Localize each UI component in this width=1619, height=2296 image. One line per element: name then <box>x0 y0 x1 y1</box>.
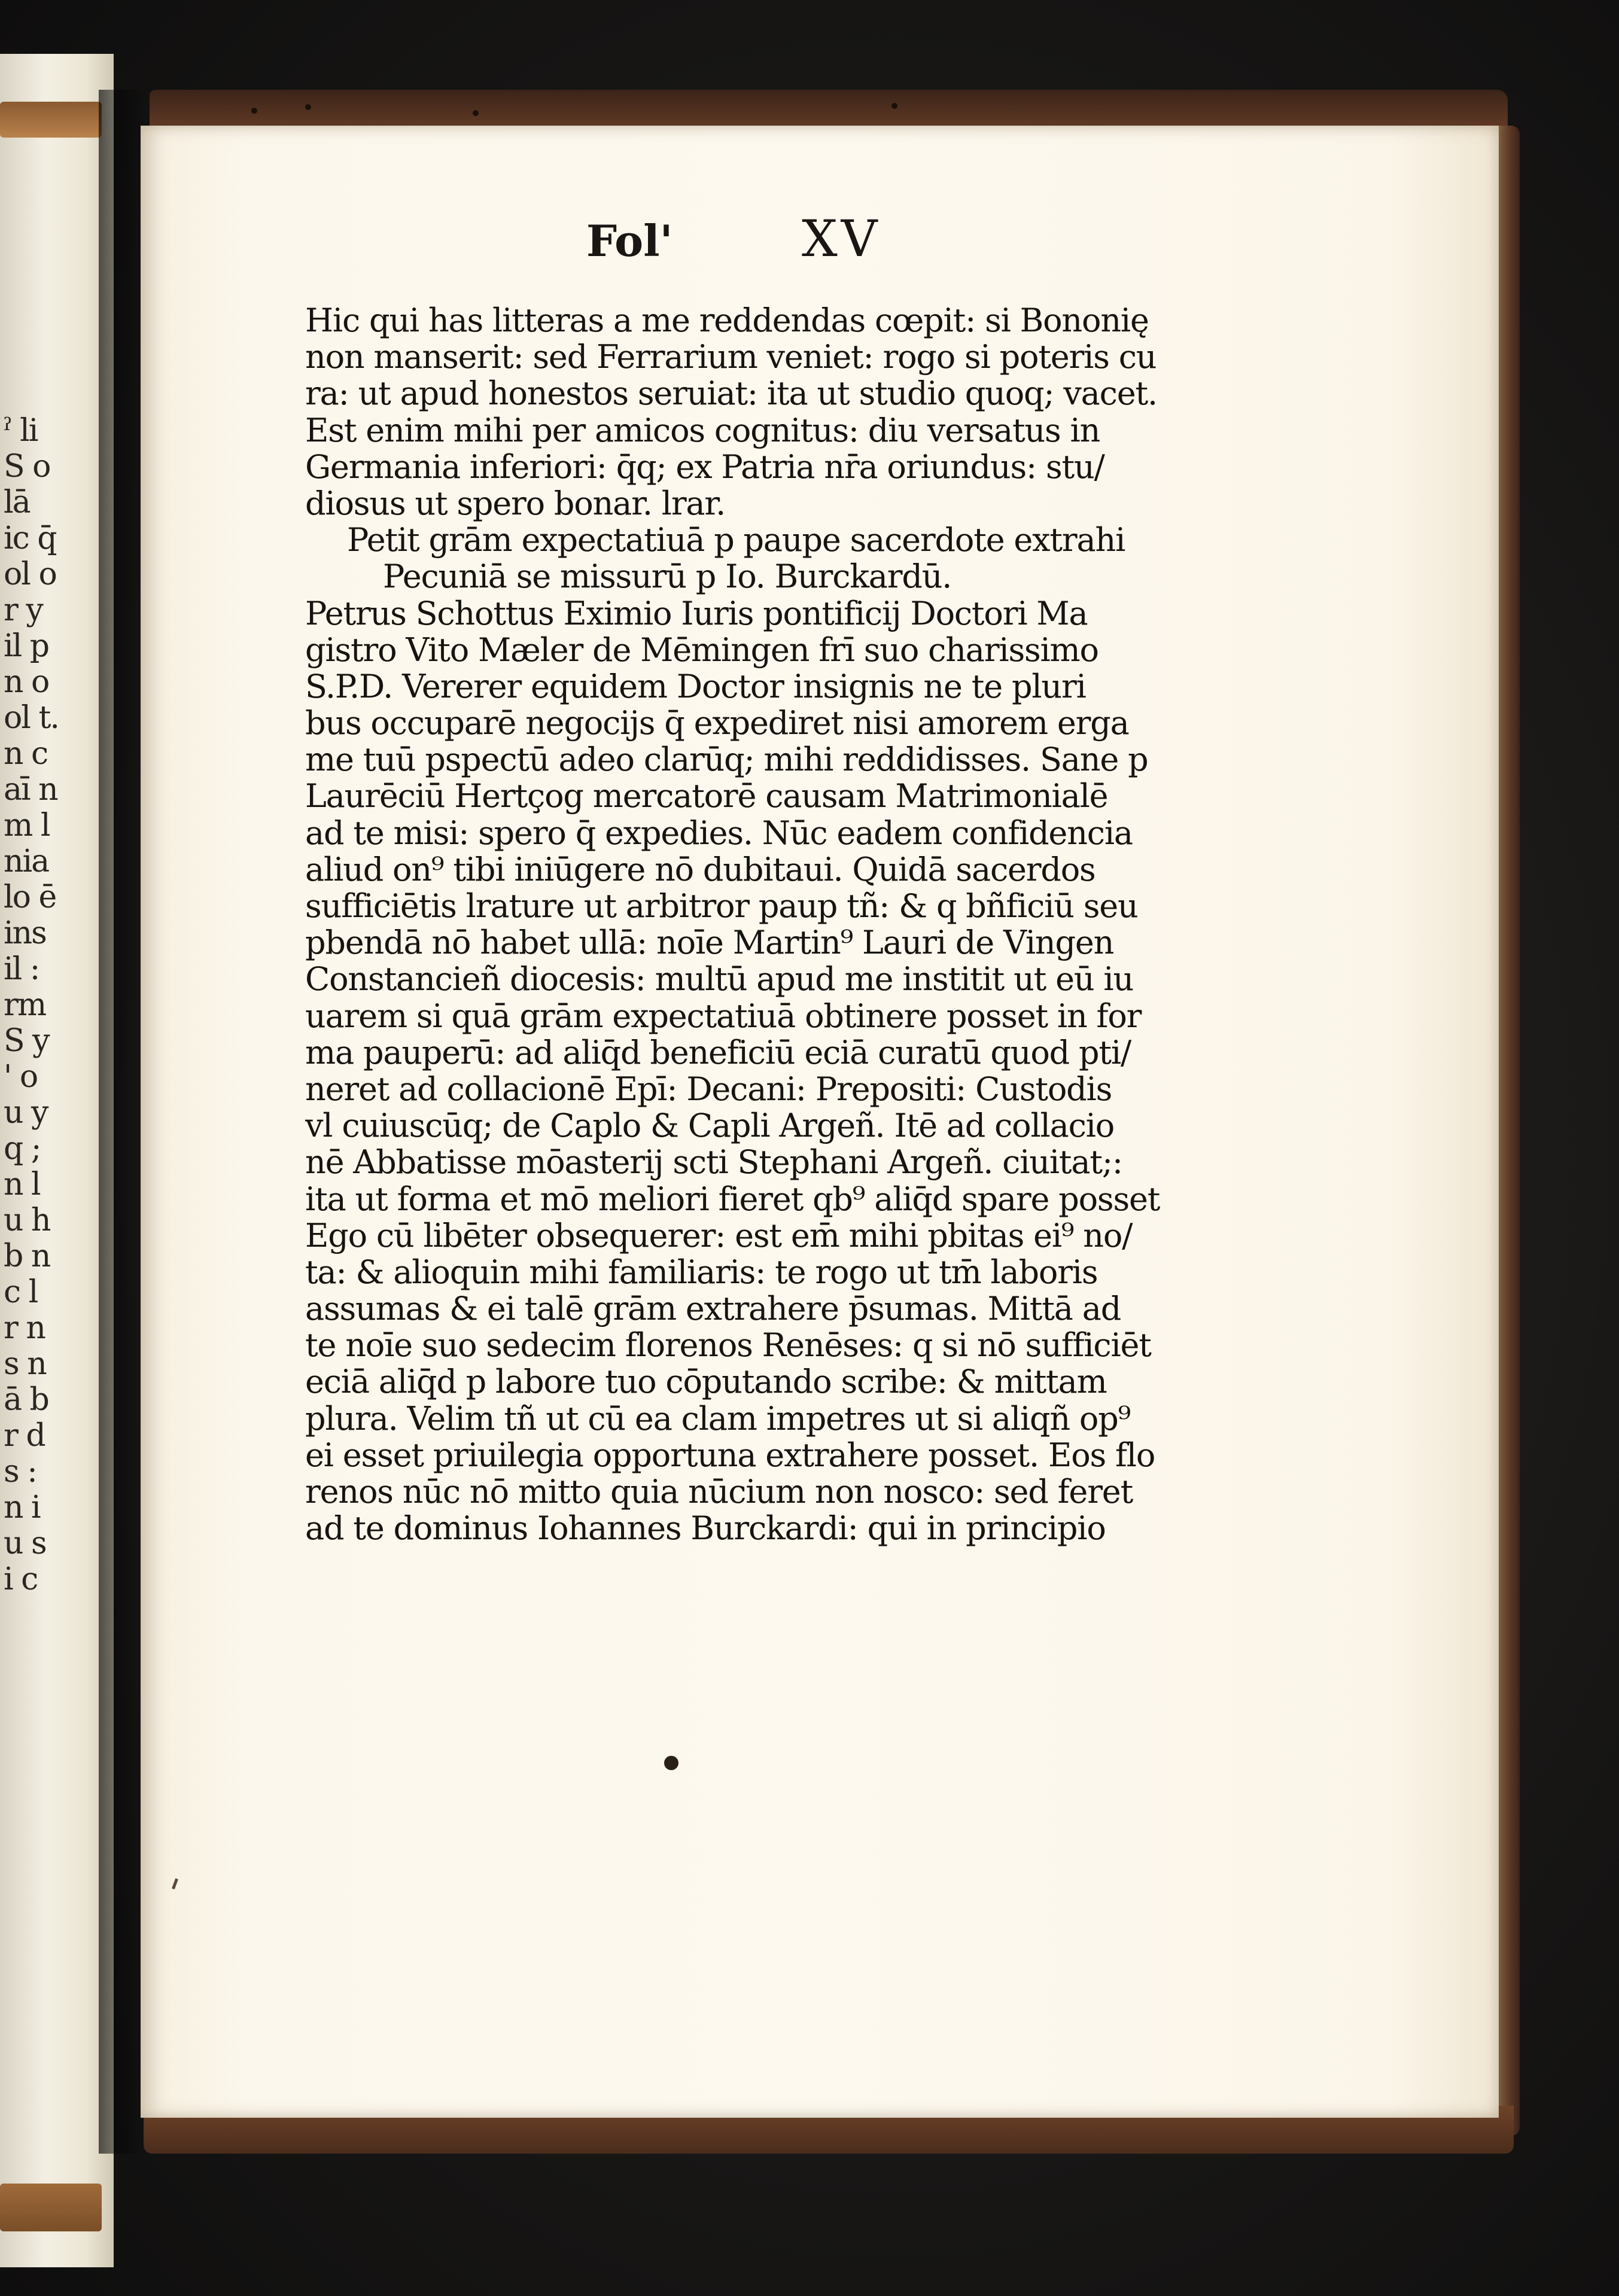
facing-page-fragment: S o <box>4 449 50 485</box>
text-line: Petrus Schottus Eximio Iuris pontificij Doctori Ma <box>305 595 1088 632</box>
facing-page-fragment: S y <box>4 1023 49 1059</box>
facing-page-fragment: n o <box>4 664 49 700</box>
text-line: S.P.D. Vererer equidem Doctor insignis ne te pluri <box>305 668 1086 705</box>
facing-page-fragment: r n <box>4 1310 45 1346</box>
facing-page-fragment: n l <box>4 1167 40 1202</box>
facing-page-fragment: il p <box>4 628 49 664</box>
facing-page-fragment: aī n <box>4 772 57 808</box>
gutter-shadow <box>99 90 147 2154</box>
facing-page-fragment: ˀ li <box>4 413 38 449</box>
text-line: te noīe suo sedecim florenos Renēses: q si nō sufficiēt <box>305 1327 1151 1364</box>
folio-number: XV <box>802 209 881 268</box>
text-line: ta: & alioquin mihi familiaris: te rogo ut tm̄ laboris <box>305 1253 1098 1291</box>
facing-page-fragment: q ; <box>4 1131 41 1167</box>
text-line: aliud on⁹ tibi iniūgere nō dubitaui. Quidā sacerdos <box>305 851 1095 888</box>
text-line: sufficiētis lrature ut arbitror paup tñ: & q bñficiū seu <box>305 888 1138 925</box>
text-line: ei esset priuilegia opportuna extrahere posset. Eos flo <box>305 1436 1155 1473</box>
facing-page-fragment: s : <box>4 1454 36 1490</box>
facing-page-fragment: il : <box>4 951 39 987</box>
text-line: Petit grām expectatiuā p paupe sacerdote extrahi <box>347 522 1125 559</box>
text-line: pbendā nō habet ullā: noīe Martin⁹ Lauri de Vingen <box>305 924 1114 961</box>
facing-page-fragment: ins <box>4 915 46 951</box>
text-line: Hic qui has litteras a me reddendas cœpit: si Bononię <box>305 302 1149 339</box>
text-line: Germania inferiori: q̄q; ex Patria nr̄a oriundus: stu/ <box>305 448 1104 485</box>
facing-page-fragment: ' o <box>4 1059 38 1095</box>
text-line: ad te dominus Iohannes Burckardi: qui in principio <box>305 1510 1106 1547</box>
facing-page-fragment: rm <box>4 987 46 1023</box>
text-line: neret ad collacionē Epī: Decani: Prepositi: Custodis <box>305 1070 1112 1108</box>
text-line: ita ut forma et mō meliori fieret qb⁹ aliq̄d spare posset <box>305 1180 1160 1217</box>
text-line: ra: ut apud honestos seruiat: ita ut studio quoq; vacet. <box>305 375 1157 412</box>
running-head <box>586 203 897 269</box>
facing-page-fragment: n i <box>4 1490 40 1525</box>
text-line: nē Abbatisse mōasterij scti Stephani Argeñ. ciuitat;: <box>305 1144 1122 1181</box>
facing-page-text-fragments <box>4 413 93 1597</box>
text-line: uarem si quā grām expectatiuā obtinere posset in for <box>305 997 1142 1034</box>
ink-dot <box>664 1756 678 1770</box>
facing-page-fragment: ol t. <box>4 700 59 736</box>
facing-page-fragment: u h <box>4 1202 50 1238</box>
letter-text-block <box>305 302 1173 1546</box>
folio-label: Fol' <box>586 215 673 266</box>
text-line: diosus ut spero bonar. lrar. <box>305 485 726 522</box>
facing-page-fragment: ic q̄ <box>4 520 56 556</box>
facing-page-fragment: s n <box>4 1346 46 1382</box>
text-line: Laurēciū Hertçog mercatorē causam Matrimonialē <box>305 778 1108 815</box>
text-line: Constancieñ diocesis: multū apud me institit ut eū iu <box>305 961 1134 998</box>
binding-tab-top <box>0 102 102 138</box>
text-line: plura. Velim tñ ut cū ea clam impetres ut si aliqñ op⁹ <box>305 1400 1131 1437</box>
facing-page-fragment: ol o <box>4 556 56 592</box>
facing-page-fragment: b n <box>4 1238 50 1274</box>
facing-page-fragment: m l <box>4 808 50 844</box>
facing-page-fragment: n c <box>4 736 48 772</box>
facing-page-fragment: i c <box>4 1561 38 1597</box>
text-line: non manserit: sed Ferrarium veniet: rogo si poteris cu <box>305 339 1157 376</box>
text-line: vl cuiuscūq; de Caplo & Capli Argeñ. Itē ad collacio <box>305 1107 1115 1144</box>
text-line: renos nūc nō mitto quia nūcium non nosco: sed feret <box>305 1473 1133 1511</box>
text-line: Est enim mihi per amicos cognitus: diu versatus in <box>305 412 1100 449</box>
text-line: ma pauperū: ad aliq̄d beneficiū eciā curatū quod pti/ <box>305 1034 1131 1071</box>
text-line: eciā aliq̄d p labore tuo cōputando scribe: & mittam <box>305 1363 1107 1400</box>
binding-tab-bottom <box>0 2184 102 2231</box>
facing-page-fragment: u s <box>4 1525 46 1561</box>
facing-page-fragment: lo ē <box>4 879 56 915</box>
text-line: ad te misi: spero q̄ expedies. Nūc eadem confidencia <box>305 814 1133 851</box>
facing-page-fragment: nia <box>4 844 49 879</box>
facing-page-fragment: ā b <box>4 1382 48 1418</box>
facing-page-edge <box>0 54 114 2267</box>
text-line: gistro Vito Mæler de Mēmingen frī suo charissimo <box>305 631 1098 668</box>
facing-page-fragment: r d <box>4 1418 45 1454</box>
facing-page-fragment: lā <box>4 485 30 520</box>
text-line: Pecuniā se missurū p Io. Burckardū. <box>383 558 952 595</box>
text-line: me tuū pspectū adeo clarūq; mihi reddidisses. Sane p <box>305 741 1148 778</box>
facing-page-fragment: r y <box>4 592 42 628</box>
facing-page-fragment: c l <box>4 1274 38 1310</box>
facing-page-fragment: u y <box>4 1095 48 1131</box>
text-line: bus occuparē negocijs q̄ expediret nisi amorem erga <box>305 705 1129 742</box>
text-line: assumas & ei talē grām extrahere p̄sumas. Mittā ad <box>305 1290 1121 1327</box>
text-line: Ego cū libēter obsequerer: est em̄ mihi pbitas ei⁹ no/ <box>305 1217 1133 1254</box>
